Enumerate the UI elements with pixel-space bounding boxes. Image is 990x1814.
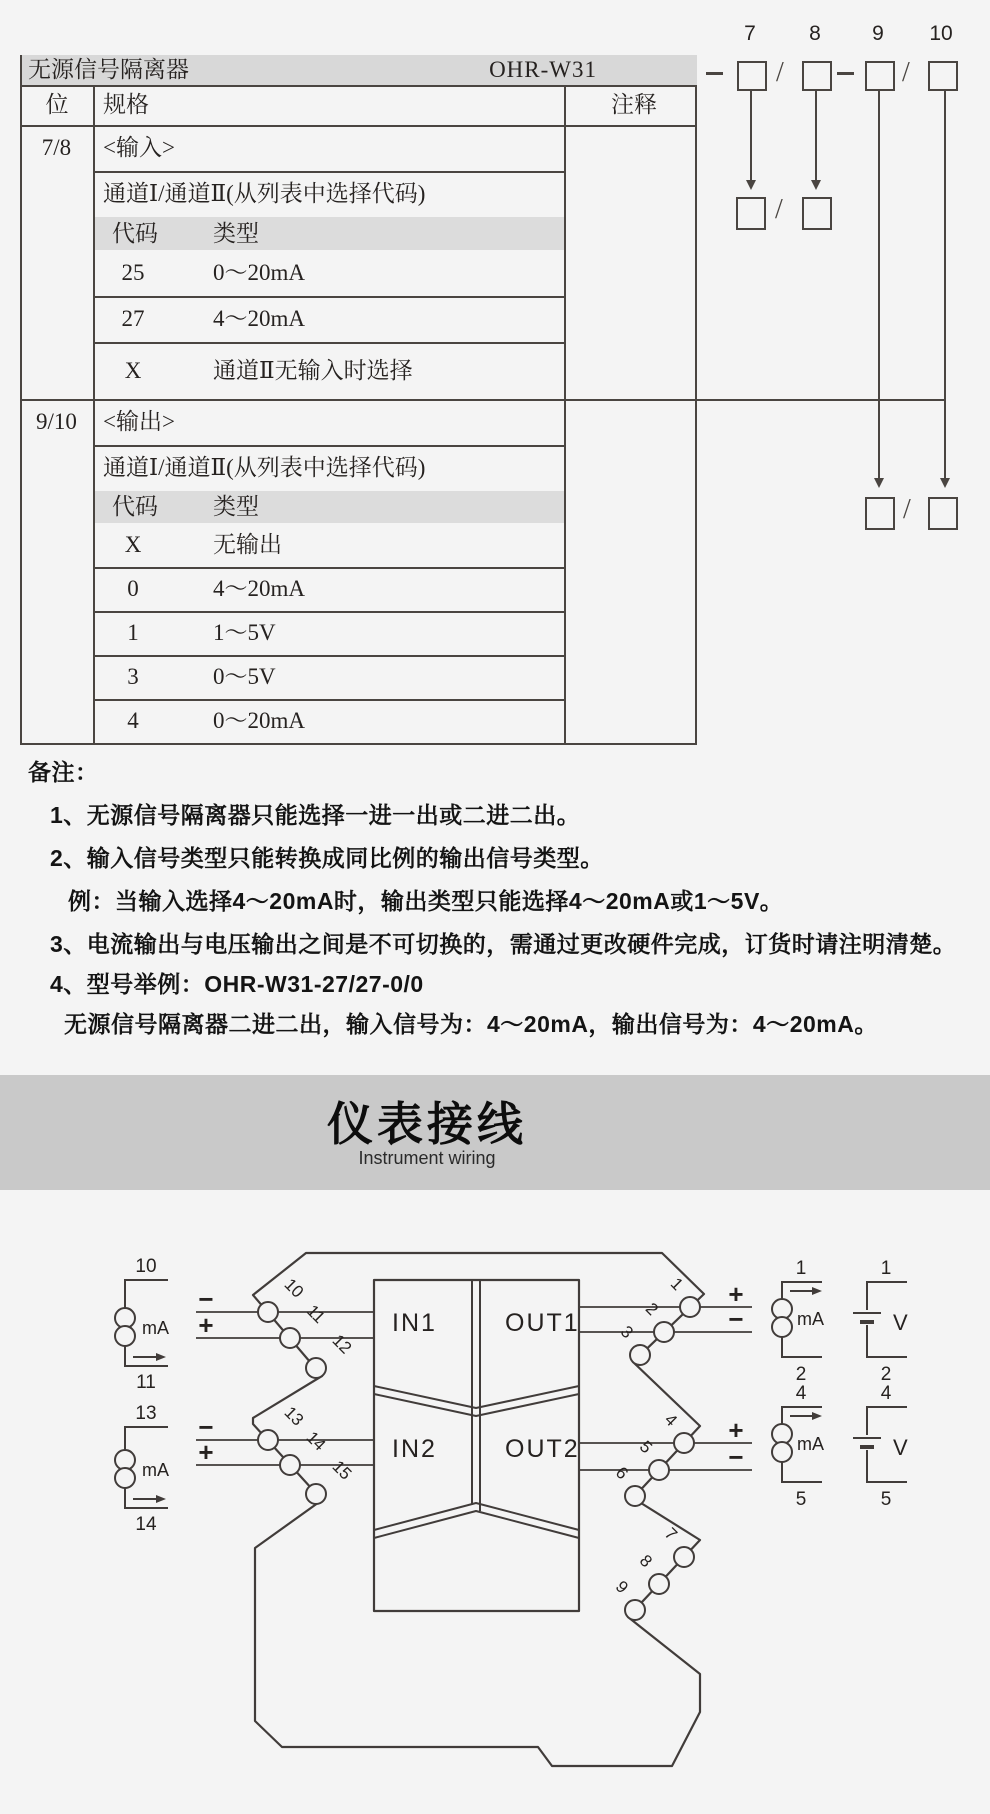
minus-sign: − (198, 1412, 214, 1442)
load-unit: V (893, 1310, 908, 1335)
slash-divider: / (903, 494, 911, 525)
load-terminal-top: 4 (880, 1383, 892, 1404)
code-box-7 (737, 61, 767, 91)
terminal-label: 7 (660, 1524, 681, 1545)
source-terminal-top: 13 (135, 1403, 157, 1424)
terminal-circle (258, 1430, 278, 1450)
arrow-line (944, 89, 946, 478)
grid-line (95, 611, 564, 613)
plus-sign: + (728, 1279, 744, 1309)
position-digit-8: 8 (809, 22, 821, 45)
isolator-case-outline (253, 1253, 704, 1766)
note-item-2: 2、输入信号类型只能转换成同比例的输出信号类型。 (50, 845, 604, 871)
code-cell: 4 (127, 708, 139, 733)
minus-sign: − (198, 1284, 214, 1314)
arrow-line (878, 89, 880, 478)
minus-sign: − (728, 1304, 744, 1334)
type-cell: 4～20mA (213, 576, 305, 601)
terminal-label: 4 (660, 1410, 681, 1431)
terminal-circle (625, 1600, 645, 1620)
output-load-v-2 (853, 1383, 908, 1510)
terminal-label: 8 (635, 1551, 656, 1572)
load-terminal-top: 4 (795, 1383, 807, 1404)
load-terminal-bottom: 5 (795, 1489, 807, 1510)
code-cell: 1 (127, 620, 139, 645)
source-terminal-bottom: 11 (136, 1372, 156, 1393)
current-arrow-icon (812, 1412, 822, 1420)
output-load-v-1 (853, 1258, 908, 1385)
out1-label: OUT1 (505, 1309, 580, 1337)
code-header: 代码 (112, 221, 158, 246)
arrow-down-icon (874, 478, 884, 488)
notes-label: 备注： (28, 759, 99, 785)
col-header-note: 注释 (611, 92, 657, 117)
terminal-label: 9 (611, 1577, 632, 1598)
load-terminal-bottom: 2 (795, 1364, 807, 1385)
note-item-4: 4、型号举例：OHR-W31-27/27-0/0 (50, 971, 424, 997)
arrow-down-icon (940, 478, 950, 488)
output-channel1-box (865, 497, 895, 530)
note-item-2b: 例：当输入选择4～20mA时，输出类型只能选择4～20mA或1～5V。 (68, 888, 784, 914)
output-load-ma-1 (772, 1258, 824, 1385)
arrow-line (750, 89, 752, 180)
code-cell: X (124, 532, 142, 557)
out2-label: OUT2 (505, 1435, 580, 1463)
terminal-circle (649, 1460, 669, 1480)
type-cell: 无输出 (213, 532, 282, 557)
col-header-spec: 规格 (103, 92, 149, 117)
note-item-4b: 无源信号隔离器二进二出，输入信号为：4～20mA，输出信号为：4～20mA。 (64, 1011, 878, 1037)
output-load-ma-2 (772, 1383, 824, 1510)
terminal-label: 13 (280, 1402, 308, 1430)
code-type-band-output (95, 491, 564, 523)
terminal-circle (674, 1547, 694, 1567)
current-arrow-icon (812, 1287, 822, 1295)
load-terminal-bottom: 2 (880, 1364, 892, 1385)
type-cell: 0～5V (213, 664, 276, 689)
slash-divider: / (776, 57, 784, 88)
slash-divider: / (902, 57, 910, 88)
terminal-circle (306, 1484, 326, 1504)
code-cell: 25 (121, 260, 145, 285)
minus-sign: − (728, 1442, 744, 1472)
input-source-1 (115, 1256, 169, 1393)
code-box-10 (928, 61, 958, 91)
block-subtitle: 通道Ⅰ/通道Ⅱ(从列表中选择代码) (103, 455, 426, 480)
terminal-label: 1 (666, 1274, 687, 1295)
slash-divider: / (775, 194, 783, 225)
output-channel2-box (928, 497, 958, 530)
model-number: OHR-W31 (489, 57, 597, 82)
source-unit: mA (142, 1460, 169, 1480)
source-unit: mA (142, 1318, 169, 1338)
terminal-label: 14 (302, 1427, 330, 1455)
grid-line (95, 655, 564, 657)
current-arrow-icon (156, 1495, 166, 1503)
in1-label: IN1 (392, 1309, 437, 1337)
code-cell: 3 (127, 664, 139, 689)
type-cell: 通道Ⅱ无输入时选择 (213, 358, 413, 383)
code-cell: 27 (121, 306, 145, 331)
wiring-diagram (0, 1190, 990, 1814)
terminal-label: 12 (328, 1330, 356, 1358)
dash-connector (706, 72, 723, 75)
block-subtitle: 通道Ⅰ/通道Ⅱ(从列表中选择代码) (103, 181, 426, 206)
terminal-label: 6 (611, 1463, 632, 1484)
code-type-band-input (95, 217, 564, 250)
terminal-circle (674, 1433, 694, 1453)
terminal-circle (680, 1297, 700, 1317)
in2-label: IN2 (392, 1435, 437, 1463)
plus-sign: + (198, 1310, 214, 1340)
note-item-1: 1、无源信号隔离器只能选择一进一出或二进二出。 (50, 802, 581, 828)
section-subtitle: Instrument wiring (358, 1148, 496, 1168)
terminal-circle (630, 1345, 650, 1365)
terminal-circle (654, 1322, 674, 1342)
block-pos: 9/10 (36, 409, 77, 434)
plus-sign: + (728, 1415, 744, 1445)
plus-sign: + (198, 1437, 214, 1467)
type-cell: 0～20mA (213, 260, 305, 285)
position-digit-10: 10 (929, 22, 953, 45)
current-arrow-icon (156, 1353, 166, 1361)
terminal-label: 15 (328, 1456, 356, 1484)
input-source-2 (115, 1403, 169, 1535)
block-section: <输出> (103, 409, 175, 434)
load-unit: mA (797, 1309, 824, 1329)
grid-line-table-right (695, 85, 697, 743)
grid-line (95, 296, 564, 298)
grid-line (95, 699, 564, 701)
section-title: 仪表接线 (327, 1098, 527, 1150)
terminal-label: 5 (635, 1437, 656, 1458)
grid-line (564, 85, 566, 743)
type-cell: 4～20mA (213, 306, 305, 331)
table-title: 无源信号隔离器 (28, 57, 189, 82)
type-cell: 0～20mA (213, 708, 305, 733)
block-section: <输入> (103, 135, 175, 160)
grid-line-table-bottom (20, 743, 697, 745)
input-channel1-box (736, 197, 766, 230)
load-unit: mA (797, 1434, 824, 1454)
arrow-down-icon (746, 180, 756, 190)
terminal-circle (280, 1455, 300, 1475)
grid-line (93, 85, 95, 743)
code-header: 代码 (112, 494, 158, 519)
source-terminal-top: 10 (135, 1256, 157, 1277)
type-header: 类型 (213, 221, 259, 246)
terminal-label: 10 (280, 1274, 308, 1302)
load-terminal-top: 1 (795, 1258, 807, 1279)
col-header-pos: 位 (45, 92, 69, 117)
position-digit-9: 9 (872, 22, 884, 45)
load-terminal-top: 1 (880, 1258, 892, 1279)
terminal-circle (306, 1358, 326, 1378)
note-item-3: 3、电流输出与电压输出之间是不可切换的，需通过更改硬件完成，订货时请注明清楚。 (50, 931, 957, 957)
code-cell: 0 (127, 576, 139, 601)
terminal-circle (258, 1302, 278, 1322)
block-pos: 7/8 (41, 135, 72, 160)
arrow-line (815, 89, 817, 180)
load-unit: V (893, 1435, 908, 1460)
type-header: 类型 (213, 494, 259, 519)
terminal-circle (280, 1328, 300, 1348)
type-cell: 1～5V (213, 620, 276, 645)
terminal-label: 3 (616, 1322, 637, 1343)
code-box-9 (865, 61, 895, 91)
source-terminal-bottom: 14 (135, 1514, 157, 1535)
block-labels (392, 1309, 580, 1463)
input-channel2-box (802, 197, 832, 230)
code-box-8 (802, 61, 832, 91)
terminal-labels (280, 1274, 686, 1597)
grid-line (95, 567, 564, 569)
arrow-down-icon (811, 180, 821, 190)
terminal-circle (649, 1574, 669, 1594)
dash-connector (837, 72, 854, 75)
terminal-label: 11 (302, 1301, 329, 1328)
terminal-circle (625, 1486, 645, 1506)
load-terminal-bottom: 5 (880, 1489, 892, 1510)
position-digit-7: 7 (744, 22, 756, 45)
code-cell: X (124, 358, 142, 383)
terminal-label: 2 (641, 1299, 662, 1320)
